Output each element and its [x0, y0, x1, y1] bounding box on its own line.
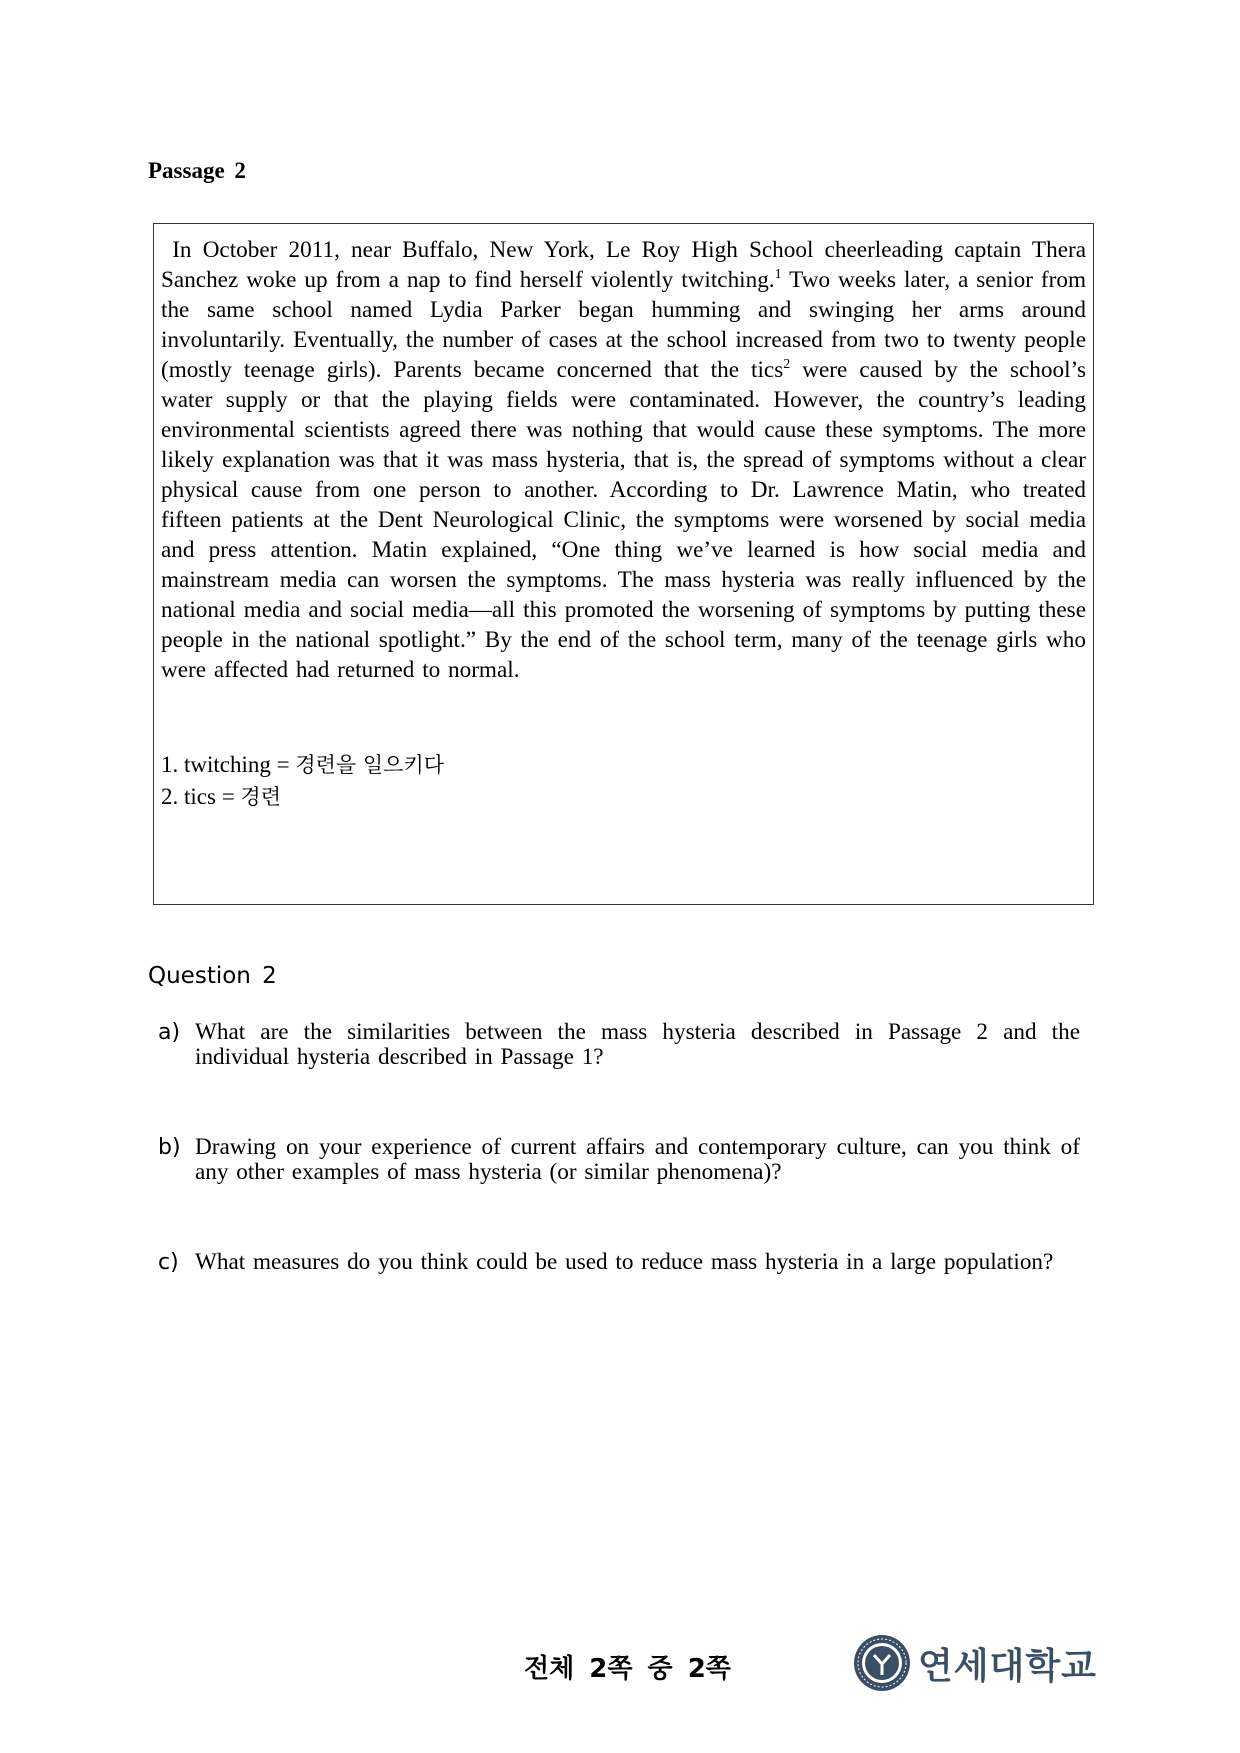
- passage-text-part-3: were caused by the school’s water supply or that the playing fields were contaminated. However, the country’s leading environmental scientists agreed there was nothing that would cause these symptoms. The more likely explanation was that it was mass hysteria, that is, the spread of symptoms without a clear physical cause from one person to another. According to Dr. Lawrence Matin, who treated fifteen patients at the Dent Neurological Clinic, the symptoms were worsened by social media and press attention. Matin explained, “One thing we’ve learned is how social media and mainstream media can worsen the symptoms. The mass hysteria was really influenced by the national media and social media—all this promoted the worsening of symptoms by putting these people in the national spotlight.” By the end of the school term, many of the teenage girls who were affected had returned to normal.: [161, 357, 1087, 683]
- footnote-korean: 경련을 일으키다: [295, 753, 445, 777]
- footnote-2: [161, 781, 1086, 813]
- question-letter: a): [158, 1020, 181, 1045]
- yonsei-university-seal-icon: [852, 1633, 912, 1693]
- question-item-c: [158, 1250, 1080, 1275]
- question-letter: b): [158, 1135, 181, 1160]
- footnote-mark-1: 1: [774, 267, 782, 282]
- page-indicator: 전체 2쪽 중 2쪽: [524, 1654, 731, 1684]
- question-text: What are the similarities between the mass hysteria described in Passage 2 and the individual hysteria described in Passage 1?: [195, 1019, 1080, 1070]
- question-item-a: [158, 1020, 1080, 1070]
- passage-text-part-1: In October 2011, near Buffalo, New York, Le Roy High School cheerleading captain Thera Sanchez woke up from a nap to find herself violently twitching.: [161, 237, 1086, 293]
- passage-box: [153, 223, 1094, 905]
- passage-heading: Passage 2: [148, 158, 246, 183]
- footnote-term: 2. tics =: [161, 784, 241, 809]
- university-logo: [852, 1633, 1097, 1693]
- footnote-mark-2: 2: [783, 357, 791, 372]
- footnote-1: [161, 749, 1086, 781]
- question-text: Drawing on your experience of current affairs and contemporary culture, can you think of any other examples of mass hysteria (or similar phenomena)?: [195, 1134, 1080, 1185]
- footnotes: [161, 749, 1086, 813]
- footnote-term: 1. twitching =: [161, 752, 296, 777]
- question-text: What measures do you think could be used to reduce mass hysteria in a large population?: [195, 1249, 1054, 1275]
- question-item-b: [158, 1135, 1080, 1185]
- footnote-korean: 경련: [240, 785, 281, 809]
- passage-text-part-2: Two weeks later, a senior from the same school named Lydia Parker began humming and swinging her arms around involuntarily. Eventually, the number of cases at the school increased from two to twenty people (mostly teenage girls). Parents became concerned that the tics: [161, 267, 1086, 383]
- logo-text: 연세대학교: [918, 1645, 1097, 1687]
- question-letter: c): [158, 1250, 179, 1275]
- passage-text: [161, 235, 1086, 685]
- question-heading: Question 2: [148, 963, 277, 989]
